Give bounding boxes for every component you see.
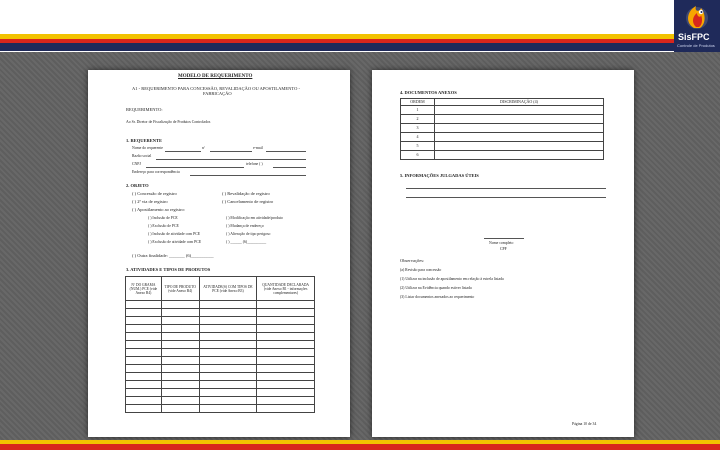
table-cell[interactable] bbox=[257, 365, 315, 373]
table-cell[interactable] bbox=[126, 333, 162, 341]
table-cell[interactable] bbox=[161, 341, 199, 349]
table-row bbox=[401, 115, 604, 124]
form-subtitle-2: FABRICAÇÃO bbox=[203, 91, 232, 96]
row-description[interactable] bbox=[435, 115, 604, 124]
table-cell[interactable] bbox=[199, 389, 257, 397]
section-5-title: 5. INFORMAÇÕES JULGADAS ÚTEIS bbox=[400, 173, 479, 178]
table-cell[interactable] bbox=[257, 405, 315, 413]
table-cell[interactable] bbox=[126, 357, 162, 365]
option-outra-finalidade[interactable]: ( ) Outra finalidade: _______ (6)__________ bbox=[132, 253, 214, 258]
table-cell[interactable] bbox=[161, 381, 199, 389]
table-row bbox=[126, 301, 315, 309]
table-row bbox=[401, 133, 604, 142]
row-description[interactable] bbox=[435, 106, 604, 115]
table-cell[interactable] bbox=[126, 389, 162, 397]
option-concessao[interactable]: ( ) Concessão de registro bbox=[132, 191, 177, 196]
field-email-label: e-mail bbox=[253, 146, 263, 150]
table-cell[interactable] bbox=[257, 333, 315, 341]
table-cell[interactable] bbox=[257, 397, 315, 405]
table-cell[interactable] bbox=[161, 397, 199, 405]
col-ordem: ORDEM bbox=[401, 99, 435, 106]
header-stripe-navy bbox=[0, 43, 720, 51]
table-row bbox=[126, 405, 315, 413]
apost-inclusao-pce[interactable]: ( ) Inclusão de PCE bbox=[148, 216, 178, 220]
row-order-number: 6 bbox=[401, 151, 435, 160]
table-cell[interactable] bbox=[126, 405, 162, 413]
table-row bbox=[126, 349, 315, 357]
table-cell[interactable] bbox=[257, 389, 315, 397]
table-cell[interactable] bbox=[161, 365, 199, 373]
table-cell[interactable] bbox=[257, 357, 315, 365]
form-title: MODELO DE REQUERIMENTO bbox=[178, 74, 253, 79]
table-row bbox=[126, 317, 315, 325]
table-cell[interactable] bbox=[126, 397, 162, 405]
field-n-label: nº bbox=[202, 146, 206, 150]
row-description[interactable] bbox=[435, 124, 604, 133]
page-footer: Página 10 de 34 bbox=[572, 422, 597, 426]
signature-name: Nome completo bbox=[489, 241, 514, 245]
table-row bbox=[126, 373, 315, 381]
table-cell[interactable] bbox=[257, 301, 315, 309]
section-2-title: 2. OBJETO bbox=[126, 183, 149, 188]
row-description[interactable] bbox=[435, 151, 604, 160]
table-row bbox=[126, 381, 315, 389]
table-cell[interactable] bbox=[126, 373, 162, 381]
table-cell[interactable] bbox=[257, 317, 315, 325]
table-cell[interactable] bbox=[257, 309, 315, 317]
table-cell[interactable] bbox=[161, 317, 199, 325]
row-order-number: 2 bbox=[401, 115, 435, 124]
table-row bbox=[401, 124, 604, 133]
apost-mudanca-endereco[interactable]: ( ) Mudança de endereço bbox=[226, 224, 264, 228]
table-row bbox=[401, 142, 604, 151]
table-row bbox=[126, 365, 315, 373]
field-endereco-label: Endereço para correspondência bbox=[132, 170, 180, 174]
table-cell[interactable] bbox=[199, 373, 257, 381]
table-cell[interactable] bbox=[161, 389, 199, 397]
table-cell[interactable] bbox=[161, 405, 199, 413]
option-segunda-via[interactable]: ( ) 2ª via de registro bbox=[132, 199, 168, 204]
table-cell[interactable] bbox=[199, 341, 257, 349]
row-order-number: 3 bbox=[401, 124, 435, 133]
option-apostilamento[interactable]: ( ) Apostilamento ao registro: bbox=[132, 207, 185, 212]
table-cell[interactable] bbox=[199, 349, 257, 357]
table-cell[interactable] bbox=[161, 301, 199, 309]
table-cell[interactable] bbox=[161, 325, 199, 333]
table-row bbox=[126, 325, 315, 333]
table-cell[interactable] bbox=[199, 333, 257, 341]
table-cell[interactable] bbox=[199, 301, 257, 309]
observation-item: (a) Revisão para concessão bbox=[400, 268, 442, 272]
table-cell[interactable] bbox=[199, 357, 257, 365]
table-cell[interactable] bbox=[199, 381, 257, 389]
observation-item: (3) Listar documentos anexados ao requerimento bbox=[400, 295, 475, 299]
footer-stripe-red bbox=[0, 444, 720, 450]
signature-cpf: CPF bbox=[500, 247, 507, 251]
section-3-title: 3. ATIVIDADES E TIPOS DE PRODUTOS bbox=[126, 267, 211, 272]
apost-inclusao-atividade[interactable]: ( ) Inclusão de atividade com PCE bbox=[148, 232, 201, 236]
observation-item: (1) Utilizar na inclusão de apostilamento em relação à estrela listada bbox=[400, 277, 504, 281]
table-row bbox=[126, 333, 315, 341]
documents-table bbox=[400, 98, 604, 160]
table-cell[interactable] bbox=[126, 365, 162, 373]
apost-alteracao-tipo[interactable]: ( ) Alteração de tipo perigoso bbox=[226, 232, 271, 236]
table-cell[interactable] bbox=[161, 333, 199, 341]
section-4-title: 4. DOCUMENTOS ANEXOS bbox=[400, 90, 457, 95]
table-cell[interactable] bbox=[257, 325, 315, 333]
logo-tagline: Controle de Produtos bbox=[677, 43, 715, 48]
col-discriminacao: DISCRIMINAÇÃO (4) bbox=[435, 99, 604, 106]
form-subtitle: A1 - REQUERIMENTO PARA CONCESSÃO, REVALIDAÇÃO OU APOSTILAMENTO - bbox=[132, 86, 300, 91]
apost-outro[interactable]: ( ) ______ (6)__________ bbox=[226, 240, 267, 244]
field-cnpj-label: CNPJ bbox=[132, 162, 141, 166]
col-quantidade: QUANTIDADE DECLARADA (vide Anexo B1 - informações complementares) bbox=[257, 277, 315, 301]
table-cell[interactable] bbox=[199, 397, 257, 405]
section-1-title: 1. REQUERENTE bbox=[126, 138, 163, 143]
table-cell[interactable] bbox=[161, 357, 199, 365]
col-grama: Nº DO GRAMA (NUM.) PCE (vide Anexo B4) bbox=[126, 277, 162, 301]
table-cell[interactable] bbox=[126, 381, 162, 389]
field-telefone-label: telefone ( ) bbox=[246, 162, 263, 166]
option-cancelamento[interactable]: ( ) Cancelamento de registro bbox=[222, 199, 274, 204]
table-cell[interactable] bbox=[257, 341, 315, 349]
table-row bbox=[126, 341, 315, 349]
row-order-number: 1 bbox=[401, 106, 435, 115]
row-order-number: 4 bbox=[401, 133, 435, 142]
table-cell[interactable] bbox=[126, 341, 162, 349]
table-cell[interactable] bbox=[161, 373, 199, 381]
table-cell[interactable] bbox=[126, 325, 162, 333]
col-tipo-produto: TIPO DE PRODUTO (vide Anexo B4) bbox=[161, 277, 199, 301]
table-cell[interactable] bbox=[257, 381, 315, 389]
table-cell[interactable] bbox=[126, 317, 162, 325]
apost-exclusao-pce[interactable]: ( ) Exclusão de PCE bbox=[148, 224, 179, 228]
table-row bbox=[126, 309, 315, 317]
apost-exclusao-atividade[interactable]: ( ) Exclusão de atividade com PCE bbox=[148, 240, 202, 244]
field-razao-label: Razão social bbox=[132, 154, 152, 158]
document-page-2 bbox=[372, 70, 634, 437]
row-order-number: 5 bbox=[401, 142, 435, 151]
table-row bbox=[401, 106, 604, 115]
table-cell[interactable] bbox=[199, 309, 257, 317]
apost-modificacao[interactable]: ( ) Modificação em atividade/produto bbox=[226, 216, 283, 220]
activities-table bbox=[125, 276, 315, 413]
table-row bbox=[126, 357, 315, 365]
field-nome-label: Nome do requerente bbox=[132, 146, 163, 150]
document-page-1 bbox=[88, 70, 350, 437]
observations-title: Observações: bbox=[400, 258, 425, 263]
table-cell[interactable] bbox=[199, 405, 257, 413]
table-cell[interactable] bbox=[199, 365, 257, 373]
table-cell[interactable] bbox=[126, 349, 162, 357]
table-row bbox=[401, 151, 604, 160]
table-cell[interactable] bbox=[257, 373, 315, 381]
table-row bbox=[126, 389, 315, 397]
row-description[interactable] bbox=[435, 133, 604, 142]
col-atividades: ATIVIDADE(S) COM TIPOS DE PCE (vide Anexo B3) bbox=[199, 277, 257, 301]
table-cell[interactable] bbox=[199, 325, 257, 333]
addressee: Ao Sr. Diretor de Fiscalização de Produtos Controlados bbox=[126, 120, 211, 124]
table-cell[interactable] bbox=[161, 309, 199, 317]
logo-name: SisFPC bbox=[678, 32, 710, 42]
table-cell[interactable] bbox=[126, 301, 162, 309]
sisfpc-logo bbox=[674, 0, 720, 52]
table-cell[interactable] bbox=[161, 349, 199, 357]
requerimento-label: REQUERIMENTO: bbox=[126, 107, 163, 112]
option-revalidacao[interactable]: ( ) Revalidação de registro bbox=[222, 191, 270, 196]
table-cell[interactable] bbox=[126, 309, 162, 317]
table-cell[interactable] bbox=[199, 317, 257, 325]
observation-item: (2) Utilizar na Evidência quando estiver listada bbox=[400, 286, 472, 290]
table-row bbox=[126, 397, 315, 405]
flame-mascot-icon bbox=[674, 0, 720, 32]
table-cell[interactable] bbox=[257, 349, 315, 357]
row-description[interactable] bbox=[435, 142, 604, 151]
